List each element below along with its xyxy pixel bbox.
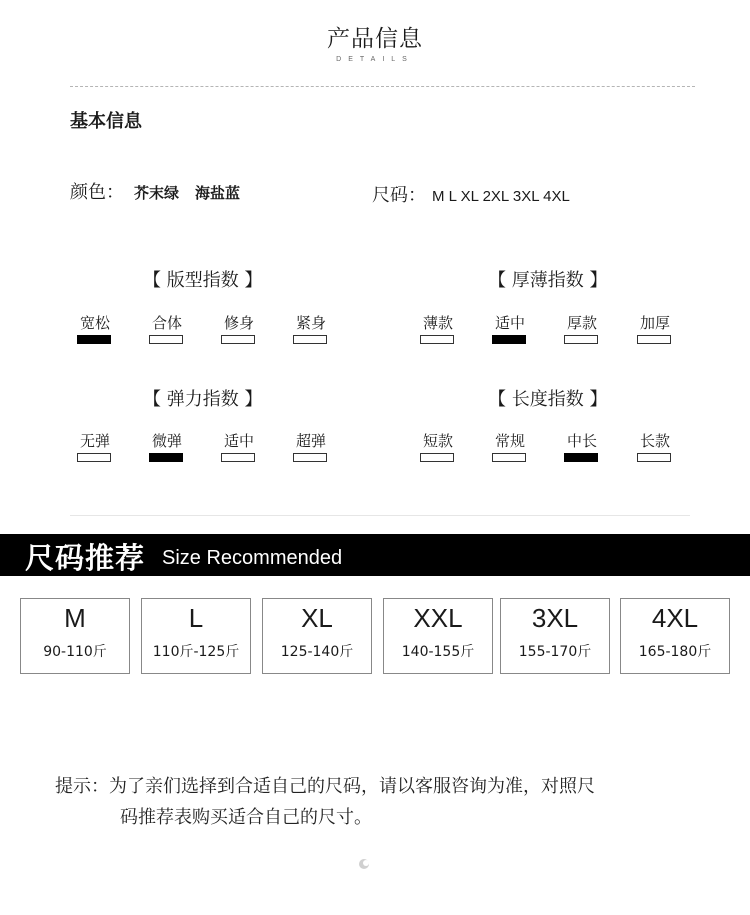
size-card-size: 3XL	[531, 603, 579, 633]
banner-title-zh: 尺码推荐	[25, 541, 146, 575]
section-title-basic-info: 基本信息	[70, 111, 142, 132]
size-card	[262, 598, 372, 674]
size-values: M L XL 2XL 3XL 4XL	[432, 188, 570, 205]
index-option-box	[492, 453, 526, 462]
dashed-divider	[70, 86, 695, 87]
index-option-label: 加厚	[639, 314, 670, 332]
index-option-label: 薄款	[422, 314, 453, 332]
index-option-label: 无弹	[79, 432, 110, 450]
tip-line-1: 提示：为了亲们选择到合适自己的尺码，请以客服咨询为准，对照尺	[55, 776, 595, 797]
index-option-box	[77, 453, 111, 462]
index-option-box	[637, 335, 671, 344]
size-card-size: XL	[301, 603, 333, 633]
size-card-size: L	[188, 603, 204, 633]
index-option-label: 宽松	[79, 314, 110, 332]
page-subtitle: DETAILS	[336, 56, 414, 63]
index-title: 【 长度指数 】	[488, 389, 608, 410]
section-divider	[70, 515, 690, 516]
index-title: 【 弹力指数 】	[143, 389, 263, 410]
size-card	[383, 598, 493, 674]
index-option-box-selected	[564, 453, 598, 462]
index-option-label: 超弹	[295, 432, 326, 450]
size-card	[141, 598, 251, 674]
index-option-box	[564, 335, 598, 344]
color-value-1: 芥末绿	[134, 184, 180, 202]
size-recommend-banner	[0, 534, 750, 576]
index-option-box	[221, 335, 255, 344]
index-option-box	[637, 453, 671, 462]
size-card-size: M	[64, 603, 86, 633]
index-option-box-selected	[492, 335, 526, 344]
index-option-box	[420, 335, 454, 344]
index-option-label: 紧身	[295, 314, 326, 332]
index-option-label: 修身	[223, 314, 254, 332]
color-label: 颜色：	[70, 182, 124, 203]
index-option-box	[221, 453, 255, 462]
index-option-label: 中长	[566, 432, 597, 450]
index-option-box	[293, 453, 327, 462]
index-option-label: 常规	[494, 432, 525, 450]
size-card-size: XXL	[413, 603, 463, 633]
index-option-box	[149, 335, 183, 344]
banner-title-en: Size Recommended	[162, 547, 343, 569]
footer-logo-icon	[357, 857, 371, 871]
page-title: 产品信息	[327, 26, 423, 52]
index-option-label: 长款	[639, 432, 670, 450]
index-option-label: 厚款	[566, 314, 597, 332]
index-option-label: 微弹	[151, 432, 182, 450]
index-option-box	[293, 335, 327, 344]
size-card-weight: 125-140斤	[280, 644, 354, 660]
index-title: 【 厚薄指数 】	[488, 270, 608, 291]
index-option-label: 合体	[151, 314, 182, 332]
size-card-weight: 165-180斤	[638, 644, 712, 660]
index-option-label: 适中	[223, 432, 254, 450]
index-option-box-selected	[149, 453, 183, 462]
index-title: 【 版型指数 】	[143, 270, 263, 291]
size-row	[372, 181, 570, 207]
index-option-box-selected	[77, 335, 111, 344]
size-card-weight: 90-110斤	[43, 644, 107, 660]
tip-line-2: 码推荐表购买适合自己的尺寸。	[120, 807, 372, 828]
color-value-2: 海盐蓝	[195, 184, 241, 202]
size-card-size: 4XL	[651, 603, 699, 633]
index-option-label: 短款	[422, 432, 453, 450]
size-card-weight: 155-170斤	[518, 644, 592, 660]
size-card	[500, 598, 610, 674]
size-card	[20, 598, 130, 674]
size-card-weight: 110斤-125斤	[152, 644, 240, 660]
size-card-weight: 140-155斤	[401, 644, 475, 660]
index-option-label: 适中	[494, 314, 525, 332]
size-card	[620, 598, 730, 674]
color-row	[70, 178, 240, 204]
index-option-box	[420, 453, 454, 462]
size-label: 尺码：	[372, 185, 426, 206]
